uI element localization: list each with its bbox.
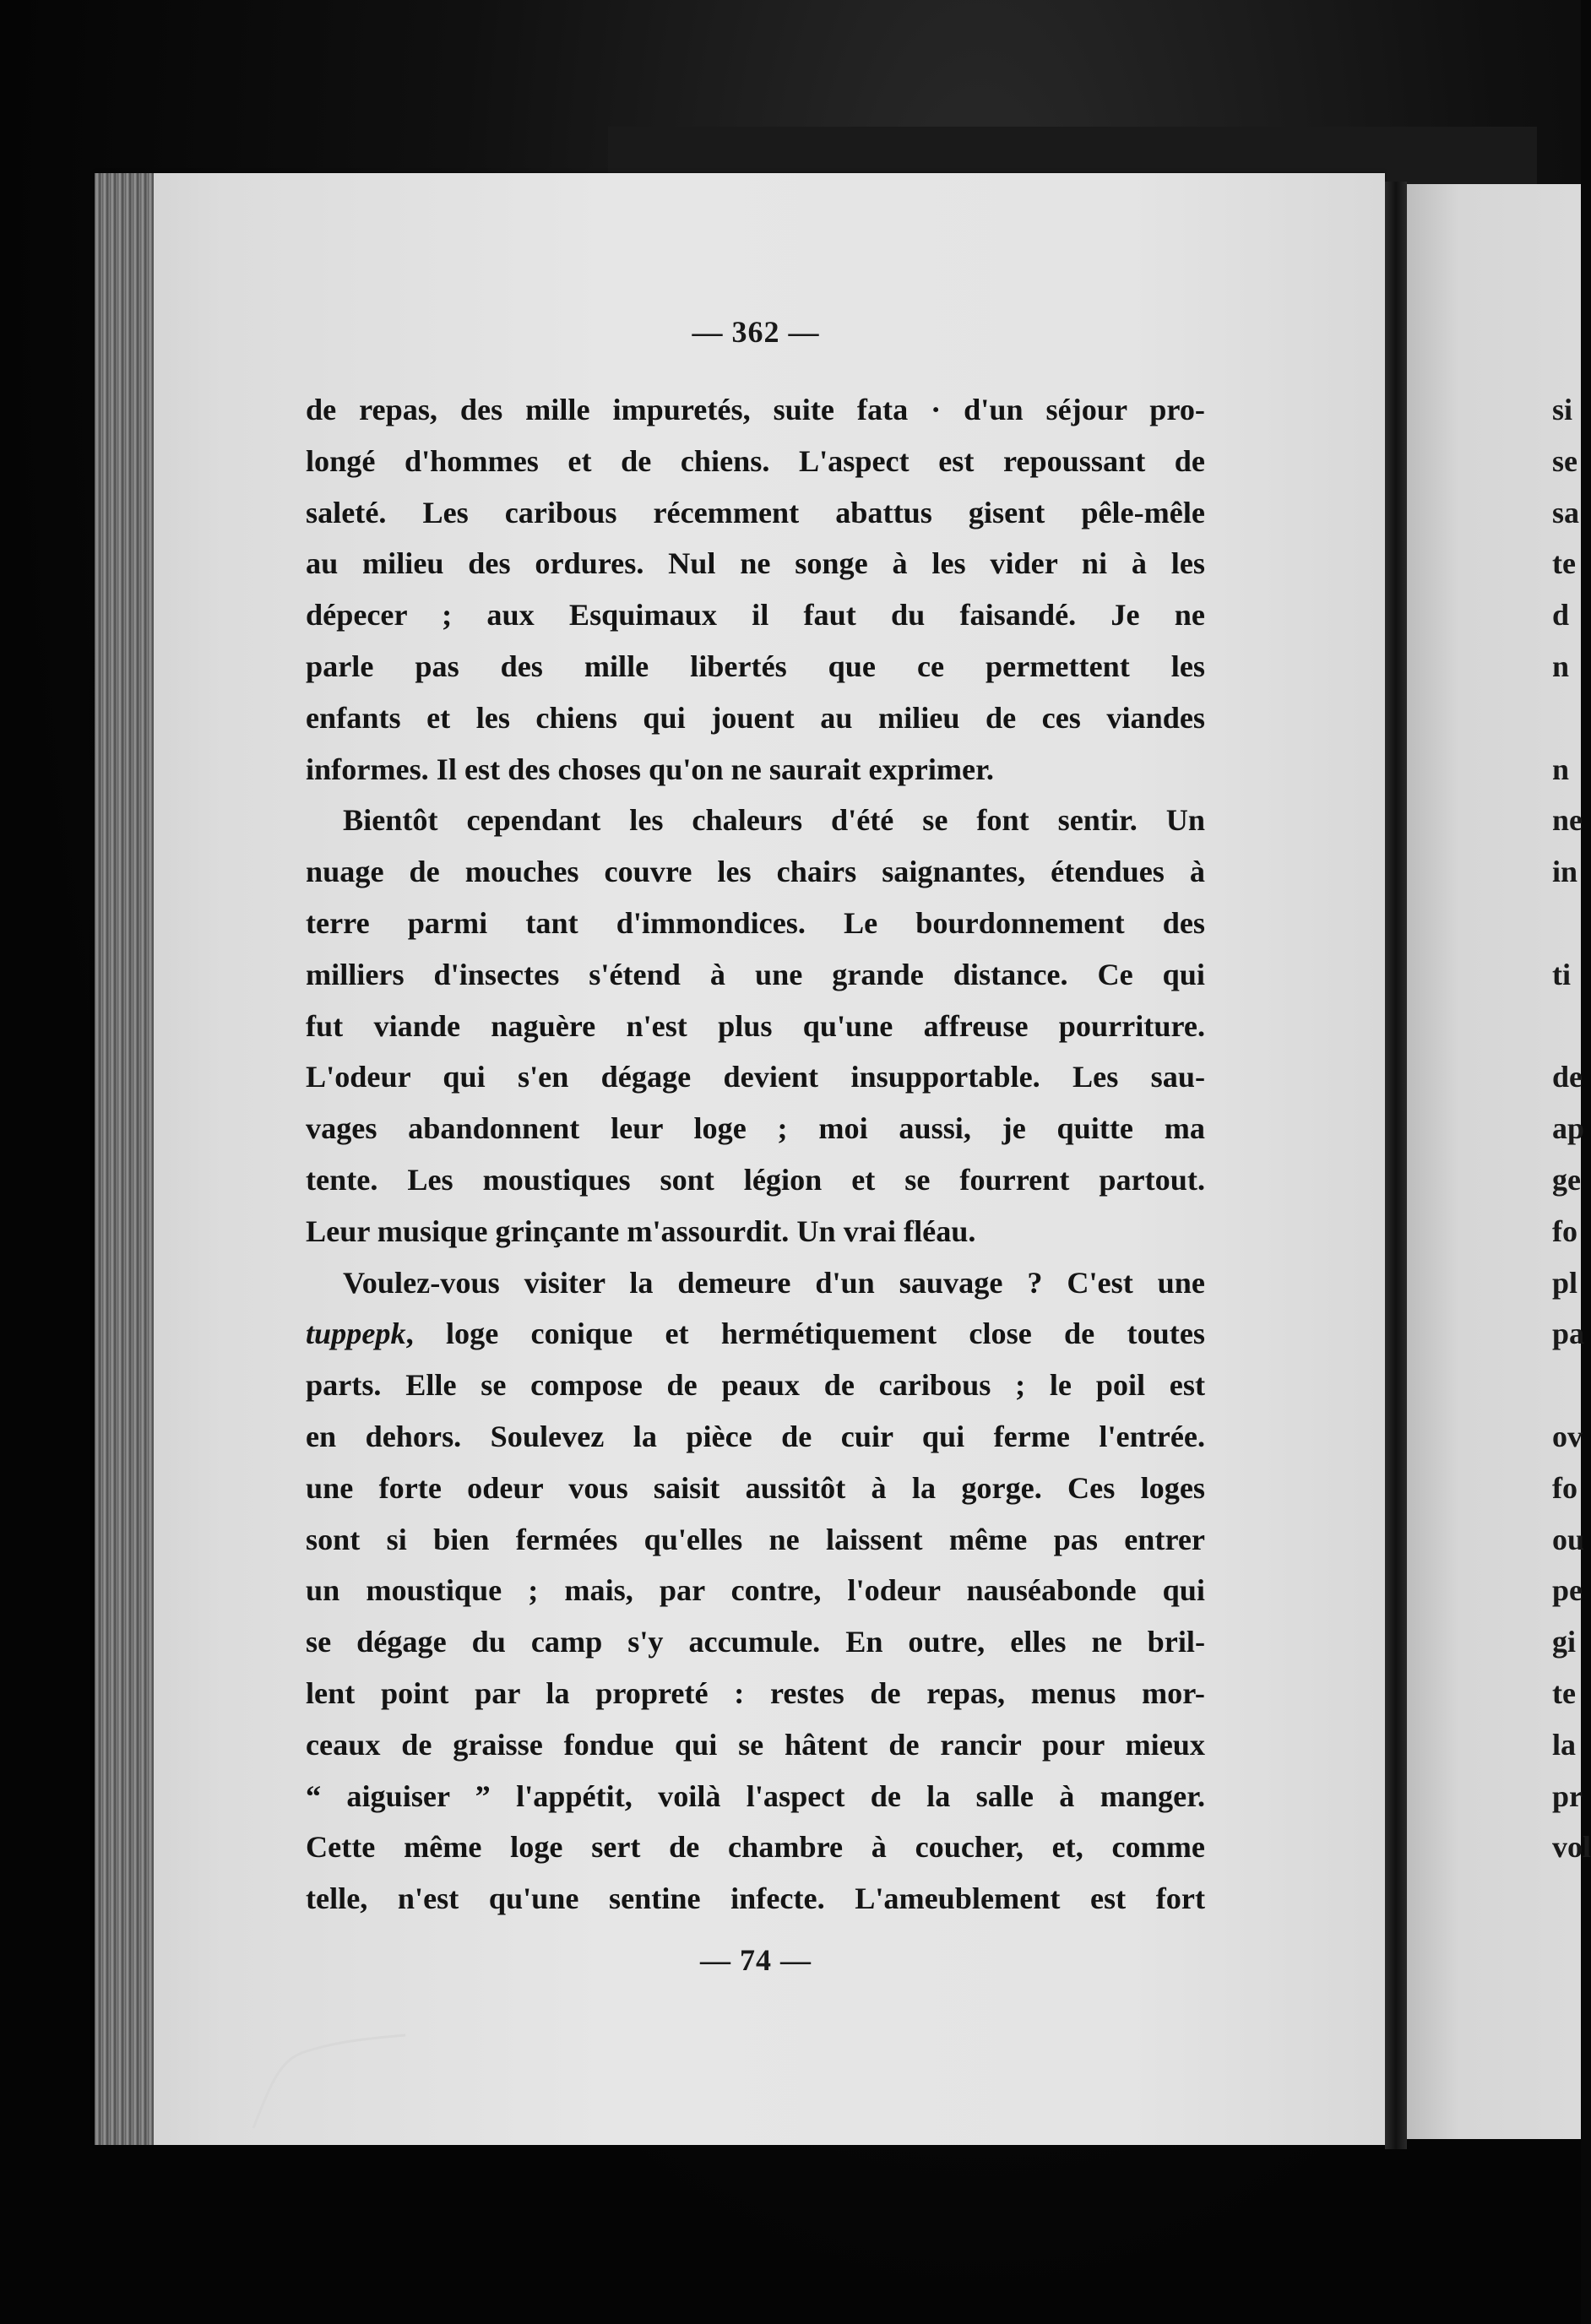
text-line: Bientôt cependant les chaleurs d'été se font sentir. Un [343,803,1205,838]
right-page-fragment: pl [1552,1265,1578,1300]
text-line-rest: , loge conique et hermétiquement close de toutes [405,1317,1205,1351]
right-page-fragment: n [1552,752,1570,786]
text-line: vages abandonnent leur loge ; moi aussi, je quitte ma [306,1111,1205,1146]
text-line: milliers d'insectes s'étend à une grande distance. Ce qui [306,957,1205,991]
right-page-fragment: sa [1552,495,1580,529]
right-page-fragment: in [1552,855,1578,889]
right-page-fragment: ge [1552,1162,1581,1197]
right-page-fragment [1552,1001,1581,1052]
text-line: “ aiguiser ” l'appétit, voilà l'aspect de la salle à manger. [306,1778,1205,1813]
text-line: L'odeur qui s'en dégage devient insupportable. Les sau- [306,1060,1205,1094]
paragraph-3 [306,1257,1205,1925]
right-page-fragment: d [1552,598,1570,633]
paragraph-1 [306,384,1205,795]
right-page-fragment: fo [1552,1214,1577,1248]
text-line: Cette même loge sert de chambre à coucher, et, comme [306,1830,1205,1865]
right-page-fragment [1552,692,1581,744]
text-line: longé d'hommes et de chiens. L'aspect est repoussant de [306,443,1205,478]
text-line: telle, n'est qu'une sentine infecte. L'ameublement est fort [306,1881,1205,1916]
text-line: se dégage du camp s'y accumule. En outre, elles ne bril- [306,1625,1205,1659]
right-page-fragment: n [1552,649,1570,683]
text-line: au milieu des ordures. Nul ne songe à les vider ni à les [306,546,1205,581]
text-line: ceaux de graisse fondue qui se hâtent de rancir pour mieux [306,1727,1205,1762]
text-line: nuage de mouches couvre les chairs saignantes, étendues à [306,855,1205,889]
text-line: Leur musique grinçante m'assourdit. Un vrai fléau. [306,1214,976,1248]
paragraph-2 [306,795,1205,1257]
right-page-fragment: ti [1552,957,1571,991]
right-page-fragment: de [1552,1060,1583,1094]
right-page-fragment [1552,898,1581,949]
right-page-fragment: si [1552,393,1573,426]
right-page-fragment: vol [1552,1830,1591,1865]
text-line: lent point par la propreté : restes de repas, menus mor- [306,1675,1205,1710]
text-line-with-italic [306,1308,1205,1360]
text-line: Voulez-vous visiter la demeure d'un sauvage ? C'est une [343,1265,1205,1300]
text-line: parts. Elle se compose de peaux de caribous ; le poil est [306,1368,1205,1403]
right-page-fragment: gi [1552,1625,1577,1659]
text-line: informes. Il est des choses qu'on ne saurait exprimer. [306,752,994,786]
scratch-mark [245,2010,414,2137]
text-line: en dehors. Soulevez la pièce de cuir qui ferme l'entrée. [306,1419,1205,1453]
right-page-fragment: ap [1552,1111,1585,1146]
text-line: sont si bien fermées qu'elles ne laissent même pas entrer [306,1522,1205,1556]
right-page-fragment: ou [1552,1522,1585,1556]
page-number-bottom: — 74 — [700,1943,812,1977]
body-text [306,384,1205,1925]
page-edges [95,173,154,2145]
right-page-fragment: pe [1552,1573,1583,1608]
text-line: fut viande naguère n'est plus qu'une affreuse pourriture. [306,1008,1205,1043]
text-line: saleté. Les caribous récemment abattus gisent pêle-mêle [306,495,1205,529]
book-gutter [1385,182,1407,2149]
text-line: un moustique ; mais, par contre, l'odeur nauséabonde qui [306,1573,1205,1608]
right-page-fragment: pr [1552,1778,1583,1813]
right-page-fragment: la [1552,1727,1577,1762]
right-page-fragment: ov [1552,1419,1583,1453]
page-number-top: — 362 — [692,315,820,349]
right-page-text-fragments [1552,384,1591,1873]
text-line: tente. Les moustiques sont légion et se fourrent partout. [306,1162,1205,1197]
right-page-fragment: pa [1552,1317,1585,1351]
right-page-fragment: ne [1552,803,1583,838]
right-page-fragment: se [1552,443,1577,478]
right-page-fragment: te [1552,546,1576,581]
right-page-fragment: te [1552,1675,1576,1710]
text-line: enfants et les chiens qui jouent au milieu de ces viandes [306,700,1205,735]
italic-term: tuppepk [306,1317,406,1351]
text-line: parle pas des mille libertés que ce permettent les [306,649,1205,683]
text-line: de repas, des mille impuretés, suite fata · d'un séjour pro- [306,393,1205,426]
text-line: terre parmi tant d'immondices. Le bourdonnement des [306,905,1205,940]
right-page-fragment: fo [1552,1470,1577,1505]
text-line: dépecer ; aux Esquimaux il faut du faisandé. Je ne [306,598,1205,633]
text-line: une forte odeur vous saisit aussitôt à la gorge. Ces loges [306,1470,1205,1505]
right-page-fragment [1552,1360,1581,1411]
